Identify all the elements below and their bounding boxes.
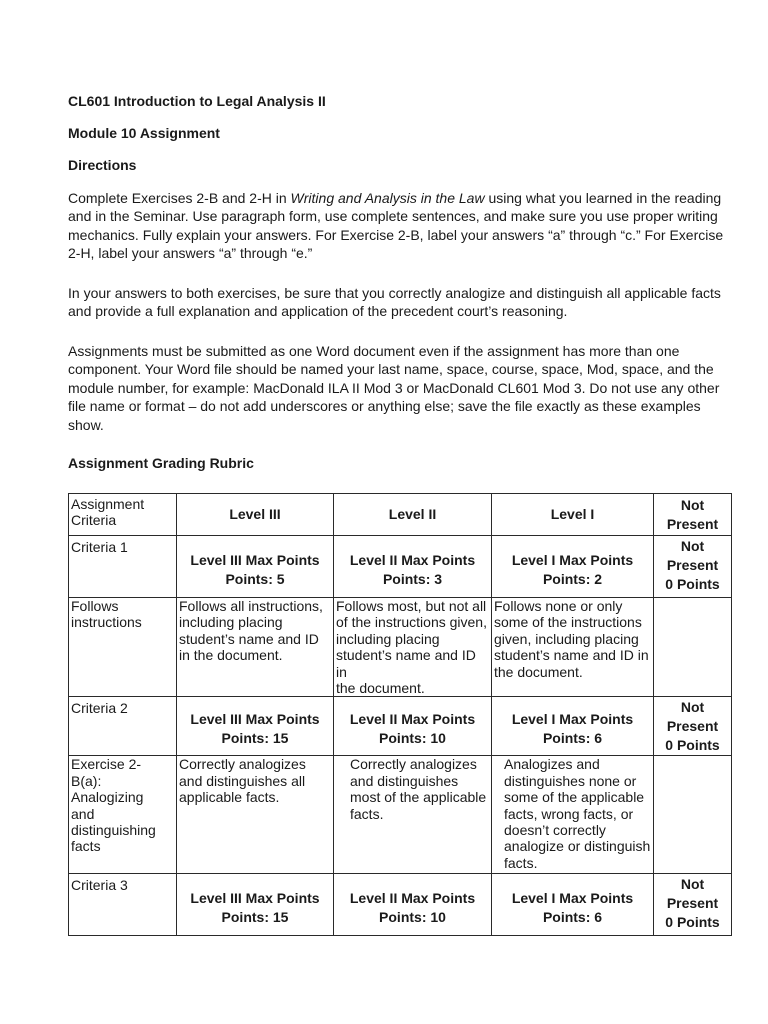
paragraph-line: Assignments must be submitted as one Word document even if the assignment has more than one [68, 343, 680, 359]
criteria-1-level-1 [492, 536, 654, 598]
points-value: Points: 6 [542, 908, 603, 925]
paragraph-line: and in the Seminar. Use paragraph form, use complete sentences, and make sure you use proper writing [68, 208, 718, 225]
cell-line: given, including placing [494, 630, 639, 647]
max-points-label: Level I Max Points [511, 711, 634, 728]
cell-line: the document. [336, 680, 425, 697]
analogizing-row [69, 756, 732, 874]
paragraph-line: module number, for example: MacDonald ILA II Mod 3 or MacDonald CL601 Mod 3. Do not use any other [68, 379, 720, 396]
paragraph-line: mechanics. Fully explain your answers. For Exercise 2-B, label your answers “a” through “c.” For Exercise [68, 226, 724, 243]
criteria-3-label: Criteria 3 [69, 874, 177, 936]
max-points-label: Level II Max Points [349, 889, 476, 906]
level-1-description [492, 598, 654, 697]
points-value: Points: 2 [542, 570, 603, 587]
level-2-description [334, 598, 492, 697]
cell-line: doesn’t correctly [504, 822, 606, 839]
cell-line: Follows [71, 598, 119, 614]
not-present-description [654, 598, 732, 697]
cell-line: instructions [71, 614, 142, 631]
criteria-2-label: Criteria 2 [69, 697, 177, 756]
max-points-label: Level III Max Points [190, 551, 320, 568]
paragraph-line: component. Your Word file should be named your last name, space, course, space, Mod, space, and the [68, 361, 714, 378]
max-points-label: Level I Max Points [511, 889, 634, 906]
cell-line: distinguishes none or [504, 772, 637, 789]
cell-line: Follows most, but not all [336, 598, 487, 614]
cell-line: of the instructions given, [336, 614, 487, 631]
criteria-header-cell [69, 494, 177, 536]
points-value: Points: 15 [221, 730, 289, 747]
cell-line: Assignment [71, 496, 145, 512]
not-present-header [654, 494, 732, 536]
cell-line: B(a): [71, 772, 102, 789]
cell-line: Criteria [71, 512, 117, 529]
not-present-description [654, 756, 732, 874]
cell-line: facts, wrong facts, or [504, 805, 634, 822]
points-value: Points: 5 [225, 570, 285, 587]
level-2-description [334, 756, 492, 874]
max-points-label: Level II Max Points [349, 711, 476, 728]
paragraph-line: In your answers to both exercises, be sure that you correctly analogize and distinguish all applicable facts [68, 285, 721, 301]
directions-paragraph-3 [68, 342, 718, 434]
cell-line: Not [680, 538, 705, 554]
cell-line: in the document. [179, 647, 283, 664]
module-title: Module 10 Assignment [68, 125, 220, 141]
text-run: using what you learned in the reading [484, 190, 722, 206]
cell-line: and distinguishes [350, 772, 459, 789]
cell-line: some of the applicable [504, 789, 645, 806]
directions-paragraph-2 [68, 284, 721, 321]
cell-line: Present [666, 895, 719, 912]
criteria-2-row [69, 697, 732, 756]
cell-line: most of the applicable [350, 789, 487, 806]
cell-line: Analogizes and [504, 756, 600, 773]
cell-line: Follows all instructions, [179, 598, 323, 614]
cell-line: Present [666, 515, 719, 532]
points-value: Points: 10 [379, 908, 446, 925]
criteria-3-row [69, 874, 732, 936]
level-1-description [492, 756, 654, 874]
cell-line: student’s name and ID [179, 630, 319, 647]
paragraph-line: file name or format – do not add underscores or anything else; save the file exactly as these examples [68, 398, 701, 415]
cell-line: and distinguishes all [179, 772, 306, 789]
criteria-3-level-3 [177, 874, 334, 936]
cell-line: facts. [350, 805, 384, 822]
criteria-2-not-present [654, 697, 732, 756]
cell-line: Analogizing [71, 789, 144, 806]
directions-paragraph-1 [68, 189, 724, 263]
cell-line: some of the instructions [494, 614, 642, 631]
cell-line: Follows none or only [494, 598, 623, 614]
level-3-header: Level III [177, 494, 334, 536]
cell-line: Not [680, 699, 705, 716]
criteria-1-label: Criteria 1 [69, 536, 177, 598]
criteria-1-row [69, 536, 732, 598]
cell-line: Correctly analogizes [350, 756, 477, 773]
criteria-1-level-2 [334, 536, 492, 598]
criterion-description [69, 598, 177, 697]
criteria-1-level-3 [177, 536, 334, 598]
cell-line: 0 Points [665, 576, 720, 592]
level-2-header: Level II [334, 494, 492, 536]
book-title: Writing and Analysis in the Law [290, 190, 485, 206]
cell-line: and [71, 805, 95, 822]
criteria-2-level-3 [177, 697, 334, 756]
course-title: CL601 Introduction to Legal Analysis II [68, 93, 326, 109]
level-3-description [177, 598, 334, 697]
paragraph-line [68, 189, 722, 207]
cell-line: 0 Points [665, 914, 720, 931]
max-points-label: Level I Max Points [511, 551, 634, 568]
max-points-label: Level III Max Points [190, 889, 320, 906]
paragraph-line: and provide a full explanation and application of the precedent court’s reasoning. [68, 303, 568, 320]
rubric-heading: Assignment Grading Rubric [68, 455, 254, 471]
points-value: Points: 3 [382, 570, 443, 587]
cell-line: the document. [494, 663, 583, 680]
cell-line: Not [680, 876, 705, 893]
points-value: Points: 10 [379, 730, 446, 747]
max-points-label: Level III Max Points [190, 711, 320, 728]
criteria-2-level-1 [492, 697, 654, 756]
criteria-2-level-2 [334, 697, 492, 756]
criteria-1-not-present [654, 536, 732, 598]
criteria-3-level-1 [492, 874, 654, 936]
criteria-3-not-present [654, 874, 732, 936]
paragraph-line: 2-H, label your answers “a” through “e.” [68, 245, 313, 262]
level-3-description [177, 756, 334, 874]
cell-line: Exercise 2- [71, 756, 142, 773]
cell-line: applicable facts. [179, 789, 280, 806]
points-value: Points: 6 [542, 730, 603, 747]
max-points-label: Level II Max Points [349, 551, 476, 568]
grading-rubric-table [68, 493, 732, 936]
cell-line: Present [666, 718, 719, 735]
cell-line: including placing [179, 614, 283, 631]
points-value: Points: 15 [221, 908, 289, 925]
criteria-3-level-2 [334, 874, 492, 936]
rubric-header-row [69, 494, 732, 536]
cell-line: 0 Points [665, 737, 720, 754]
cell-line: student’s name and ID in [336, 647, 476, 680]
text-run: Complete Exercises 2-B and 2-H in [68, 190, 291, 206]
cell-line: Correctly analogizes [179, 756, 306, 773]
cell-line: student’s name and ID in [494, 647, 649, 664]
cell-line: distinguishing [71, 822, 156, 839]
cell-line: Present [666, 557, 719, 573]
cell-line: facts. [504, 854, 538, 871]
paragraph-line: show. [68, 416, 104, 433]
cell-line: analogize or distinguish [504, 838, 651, 855]
level-1-header: Level I [492, 494, 654, 536]
criterion-description [69, 756, 177, 874]
cell-line: facts [71, 838, 101, 855]
cell-line: Not [680, 496, 705, 513]
cell-line: including placing [336, 630, 440, 647]
follows-instructions-row [69, 598, 732, 697]
directions-heading: Directions [68, 157, 137, 173]
